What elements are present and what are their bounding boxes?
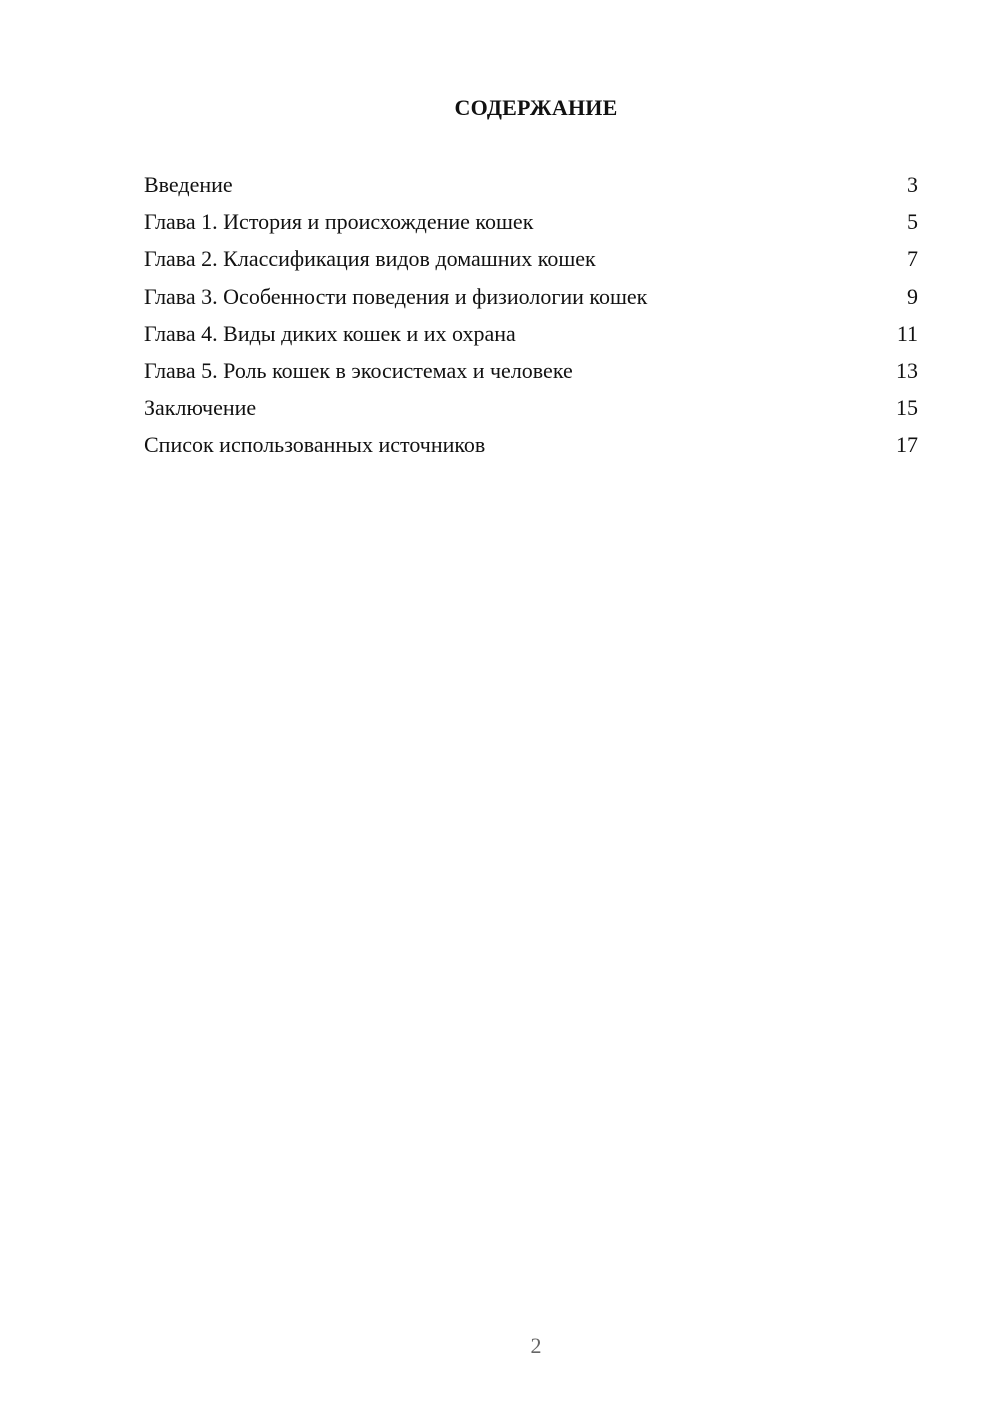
toc-entry-page: 5 <box>907 209 918 235</box>
page-title: СОДЕРЖАНИЕ <box>454 95 618 120</box>
toc-entry-label: Введение <box>144 172 233 197</box>
toc-entry-chapter-2 <box>144 240 918 277</box>
table-of-contents <box>144 166 918 464</box>
toc-entry-label: Глава 3. Особенности поведения и физиологии кошек <box>144 283 648 309</box>
toc-entry-page: 9 <box>907 283 918 309</box>
toc-entry-page: 3 <box>907 172 918 197</box>
toc-entry-chapter-5 <box>144 352 918 389</box>
toc-entry-page: 13 <box>896 357 918 383</box>
page-number: 2 <box>530 1333 542 1358</box>
toc-entry-label: Список использованных источников <box>144 432 486 458</box>
toc-entry-label: Глава 5. Роль кошек в экосистемах и человеке <box>144 357 573 383</box>
toc-entry-introduction <box>144 166 918 203</box>
toc-entry-page: 7 <box>907 246 918 272</box>
toc-entry-page: 11 <box>896 320 918 346</box>
toc-entry-page: 17 <box>896 432 918 458</box>
toc-entry-label: Глава 2. Классификация видов домашних кошек <box>144 246 596 272</box>
toc-entry-chapter-4 <box>144 315 918 352</box>
toc-entry-chapter-3 <box>144 278 918 315</box>
toc-entry-conclusion <box>144 389 918 426</box>
toc-entry-label: Глава 1. История и происхождение кошек <box>144 209 534 235</box>
toc-entry-references <box>144 426 918 463</box>
toc-entry-label: Глава 4. Виды диких кошек и их охрана <box>144 320 516 346</box>
toc-entry-page: 15 <box>896 395 918 421</box>
toc-entry-chapter-1 <box>144 203 918 240</box>
toc-entry-label: Заключение <box>144 395 257 421</box>
